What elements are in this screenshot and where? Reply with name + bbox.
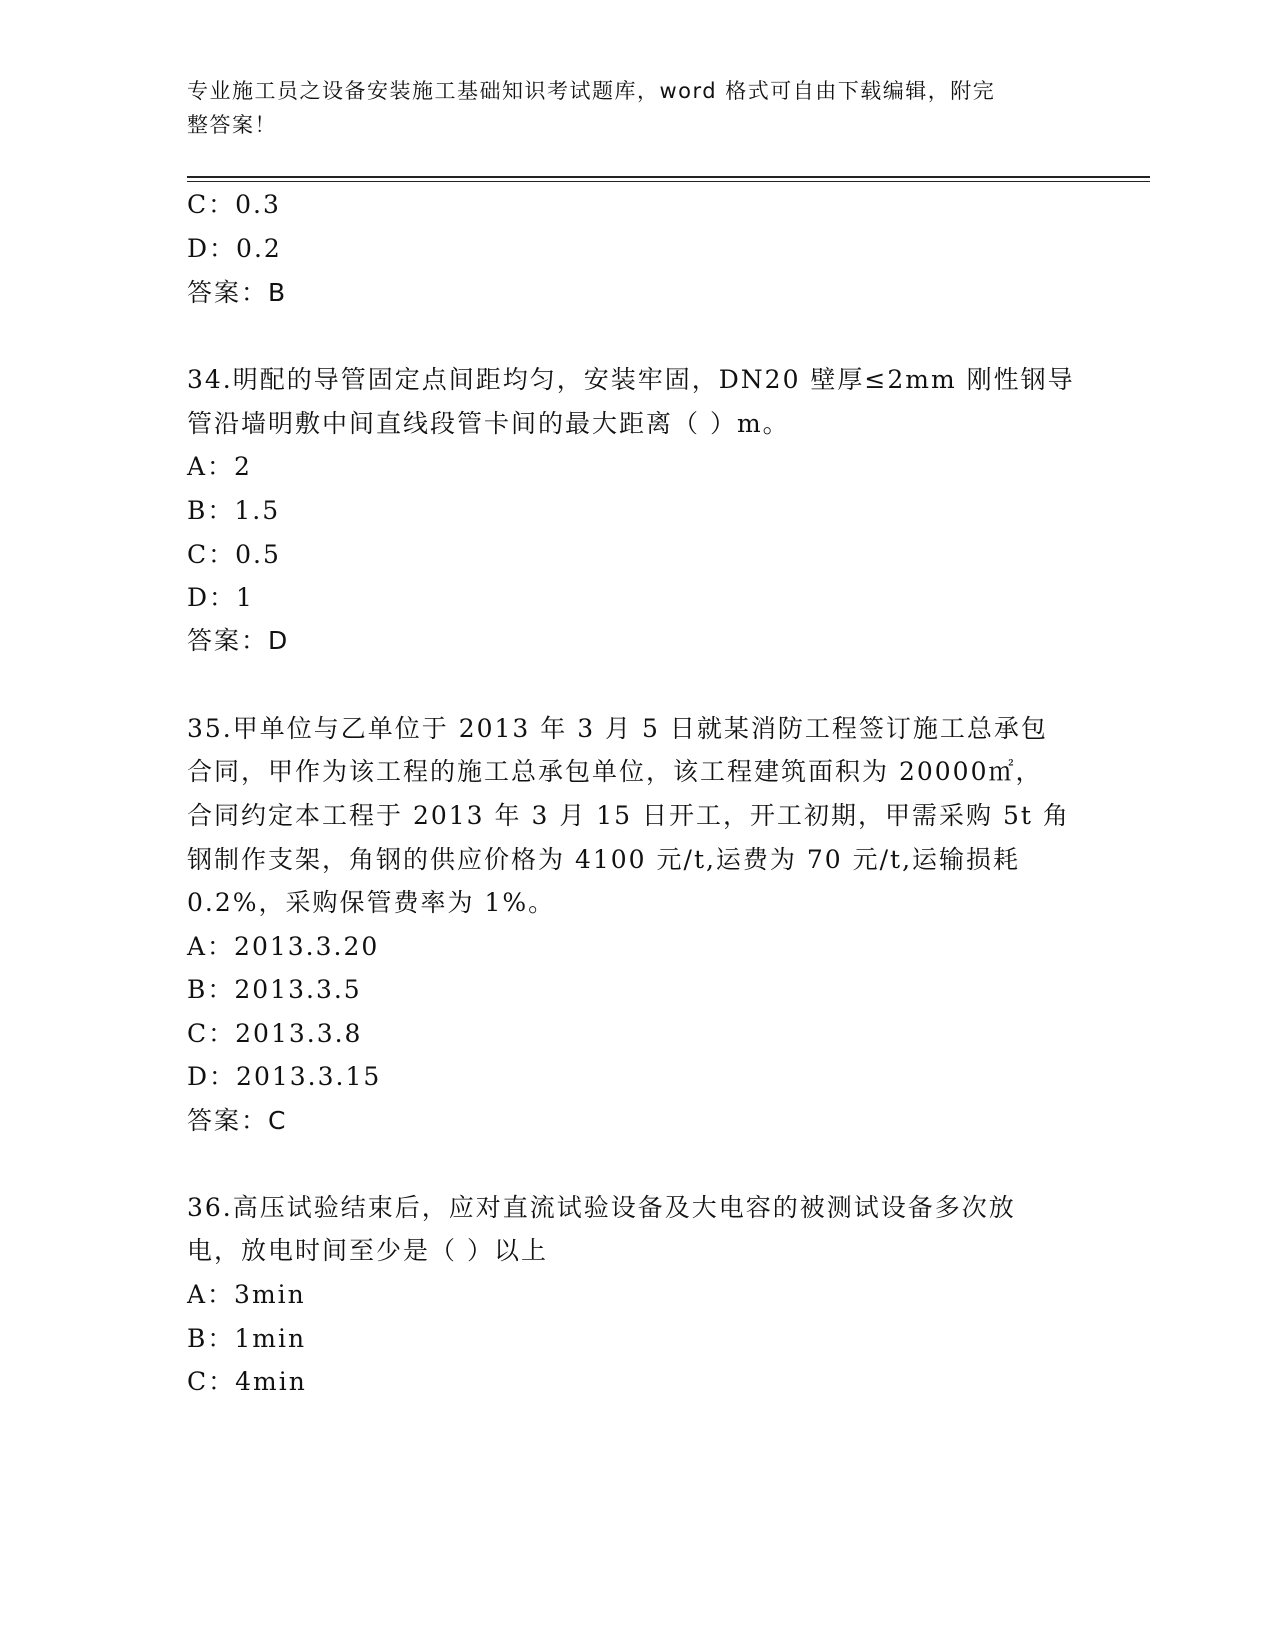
q33-answer: 答案：B bbox=[187, 278, 288, 307]
q35-stem-line-2: 合同，甲作为该工程的施工总承包单位，该工程建筑面积为 20000㎡， bbox=[187, 757, 1043, 786]
q35-option-a: A：2013.3.20 bbox=[187, 932, 380, 961]
q36-stem-line-2: 电，放电时间至少是（ ）以上 bbox=[187, 1236, 548, 1265]
q36-option-b: B：1min bbox=[187, 1324, 307, 1353]
q34-answer: 答案：D bbox=[187, 626, 290, 655]
header-divider-thick bbox=[187, 176, 1150, 178]
header-divider-thin bbox=[187, 181, 1150, 182]
q33-option-d: D：0.2 bbox=[187, 234, 282, 263]
q35-answer: 答案：C bbox=[187, 1106, 288, 1135]
q35-option-b: B：2013.3.5 bbox=[187, 975, 362, 1004]
q34-option-b: B：1.5 bbox=[187, 496, 281, 525]
q34-option-a: A：2 bbox=[187, 452, 252, 481]
document-header bbox=[187, 74, 1067, 142]
q34-option-d: D：1 bbox=[187, 583, 254, 612]
q33-option-c: C：0.3 bbox=[187, 190, 281, 219]
q35-stem-line-1: 35.甲单位与乙单位于 2013 年 3 月 5 日就某消防工程签订施工总承包 bbox=[187, 714, 1048, 743]
q36-stem-line-1: 36.高压试验结束后，应对直流试验设备及大电容的被测试设备多次放 bbox=[187, 1193, 1016, 1222]
q36-option-c: C：4min bbox=[187, 1367, 307, 1396]
header-line-2: 整答案！ bbox=[187, 113, 277, 137]
q36-option-a: A：3min bbox=[187, 1280, 306, 1309]
q35-stem-line-5: 0.2%，采购保管费率为 1%。 bbox=[187, 888, 556, 917]
q35-stem-line-4: 钢制作支架，角钢的供应价格为 4100 元/t,运费为 70 元/t,运输损耗 bbox=[187, 845, 1021, 874]
q34-stem-line-1: 34.明配的导管固定点间距均匀，安装牢固，DN20 壁厚≤2mm 刚性钢导 bbox=[187, 365, 1075, 394]
header-line-1: 专业施工员之设备安装施工基础知识考试题库，word 格式可自由下载编辑，附完 bbox=[187, 79, 996, 103]
q34-stem-line-2: 管沿墙明敷中间直线段管卡间的最大距离（ ）m。 bbox=[187, 409, 790, 438]
q35-option-d: D：2013.3.15 bbox=[187, 1062, 382, 1091]
q34-option-c: C：0.5 bbox=[187, 540, 281, 569]
q35-stem-line-3: 合同约定本工程于 2013 年 3 月 15 日开工，开工初期，甲需采购 5t 角 bbox=[187, 801, 1070, 830]
q35-option-c: C：2013.3.8 bbox=[187, 1019, 363, 1048]
